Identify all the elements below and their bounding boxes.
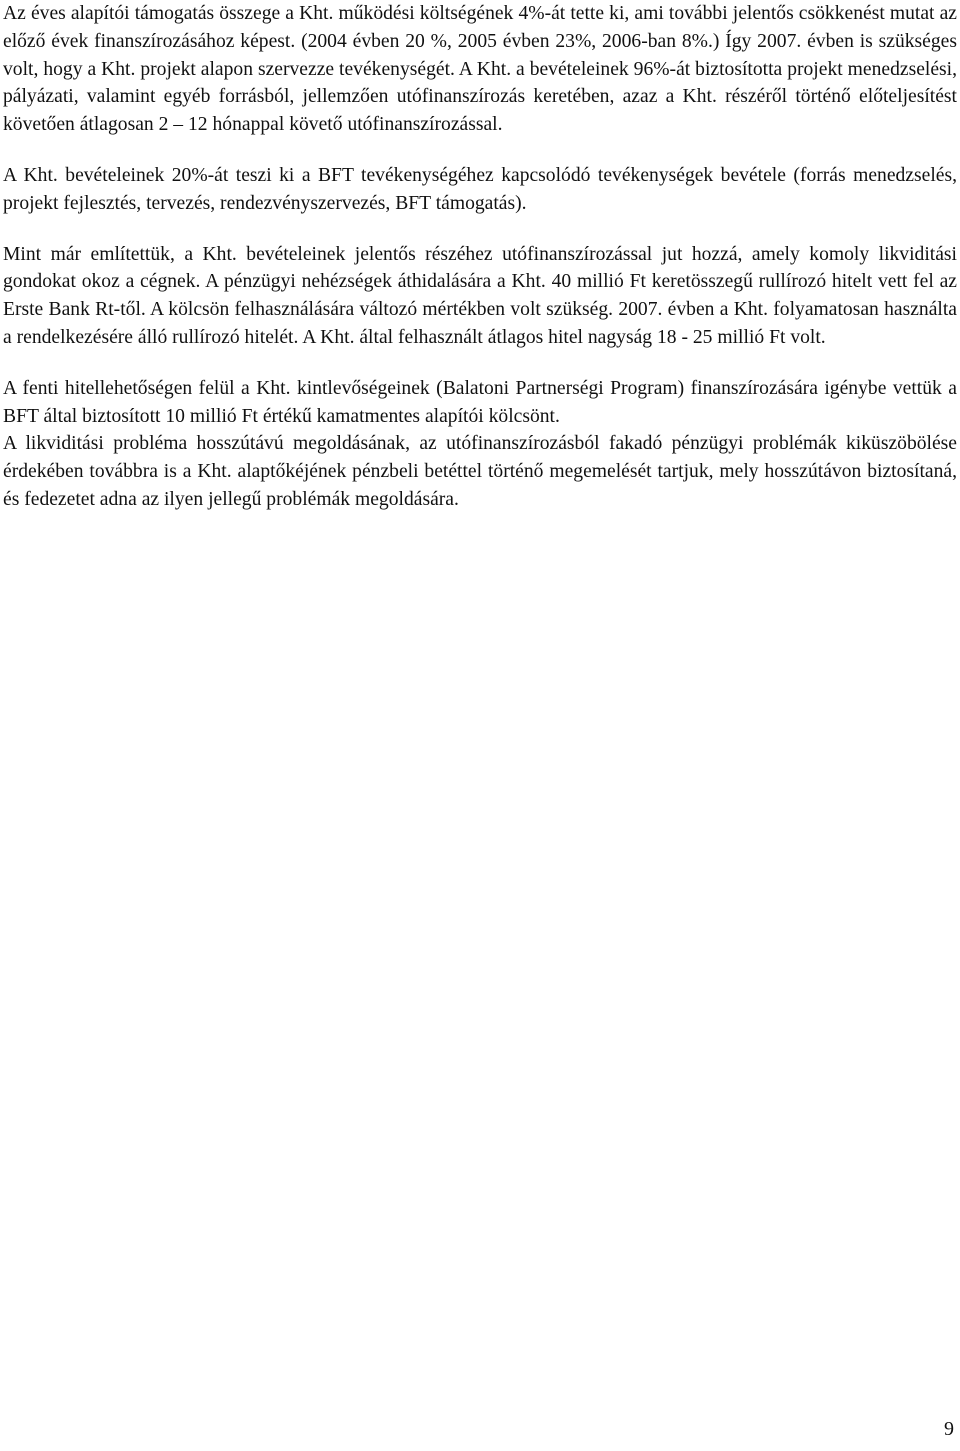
paragraph-liquidity-solution: A likviditási probléma hosszútávú megoldásának, az utófinanszírozásból fakadó pénzügyi problémák kiküszöbölése érdekében továbbra is a Kht. alaptőkéjének pénzbeli betéttel történő megemelését tartjuk, mely hosszútávon biztosítaná, és fedezetet adna az ilyen jellegű problémák megoldására. — [3, 433, 957, 510]
paragraph-bft-revenue: A Kht. bevételeinek 20%-át teszi ki a BFT tevékenységéhez kapcsolódó tevékenységek bevétele (forrás menedzselés, projekt fejlesztés, tervezés, rendezvényszervezés, BFT támogatás). — [3, 164, 957, 214]
paragraph-founder-support: Az éves alapítói támogatás összege a Kht. működési költségének 4%-át tette ki, ami további jelentős csökkenést mutat az előző évek finanszírozásához képest. (2004 évben 20 %, 2005 évben 23%, 2006-ban 8%.) Így 2007. évben is szükséges volt, hogy a Kht. projekt alapon szervezze tevékenységét. A Kht. a bevételeinek 96%-át biztosította projekt menedzselési, pályázati, valamint egyéb forrásból, jellemzően utófinanszírozás keretében, azaz a Kht. részéről történő előteljesítést követően átlagosan 2 – 12 hónappal követő utófinanszírozással. — [3, 3, 957, 136]
page-number: 9 — [944, 1418, 954, 1440]
document-page — [3, 0, 957, 514]
paragraph-interest-free-loan: A fenti hitellehetőségen felül a Kht. kintlevőségeinek (Balatoni Partnerségi Program) finanszírozására igénybe vettük a BFT által biztosított 10 millió Ft értékű kamatmentes alapítói kölcsönt. — [3, 377, 957, 427]
paragraph-revolving-credit: Mint már említettük, a Kht. bevételeinek jelentős részéhez utófinanszírozással jut hozzá, amely komoly likviditási gondokat okoz a cégnek. A pénzügyi nehézségek áthidalására a Kht. 40 millió Ft keretösszegű rullírozó hitelt vett fel az Erste Bank Rt-től. A kölcsön felhasználására változó mértékben volt szükség. 2007. évben a Kht. folyamatosan használta a rendelkezésére álló rullírozó hitelét. A Kht. által felhasznált átlagos hitel nagyság 18 - 25 millió Ft volt. — [3, 243, 957, 348]
